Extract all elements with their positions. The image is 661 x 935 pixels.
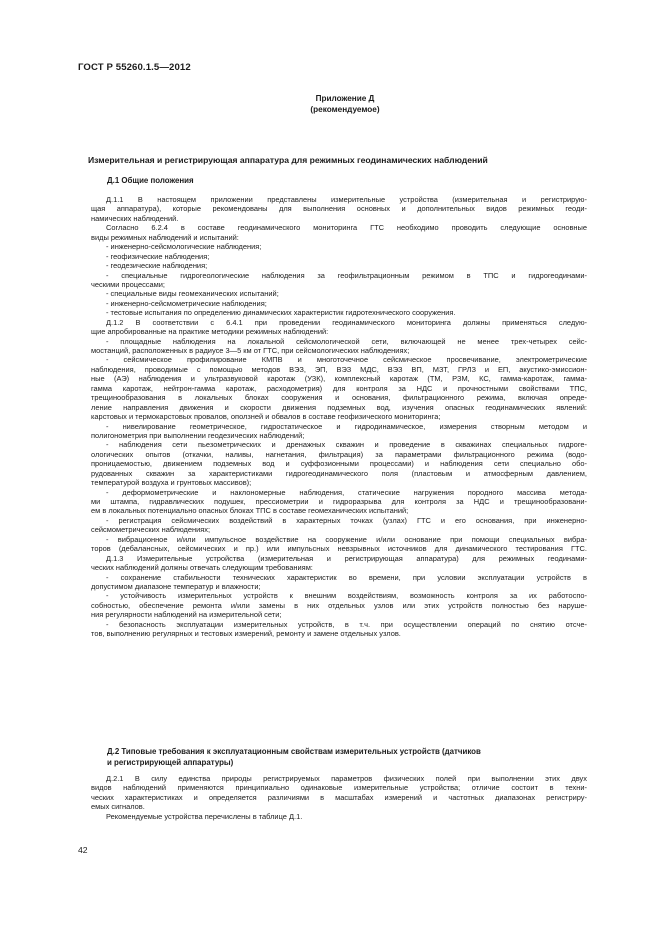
- list-item: - устойчивость измерительных устройств к внешним воздействиям, возможность контроля за их работоспо-: [106, 591, 587, 601]
- appendix-title: Приложение Д: [315, 94, 375, 103]
- text-line: виды режимных наблюдений и испытаний:: [91, 232, 239, 242]
- list-item: - сохранение стабильности технических характеристик во времени, при условии эксплуатации устройств в: [106, 572, 587, 582]
- document-code: ГОСТ Р 55260.1.5—2012: [78, 62, 191, 73]
- text-line: ческими процессами;: [91, 279, 165, 289]
- page-number: 42: [78, 845, 88, 855]
- text-line: ния регулярности наблюдений на измерительной сети;: [91, 610, 282, 620]
- list-item: - тестовые испытания по определению динамических характеристик гидротехнического сооружения.: [106, 308, 456, 318]
- section-heading-d2-cont: и регистрирующей аппаратуры): [107, 758, 234, 767]
- appendix-subtitle: (рекомендуемое): [310, 105, 380, 114]
- section-heading-d2: Д.2 Типовые требования к эксплуатационным свойствам измерительных устройств (датчиков: [107, 747, 481, 756]
- text-line: Д.1.2 В соответствии с 6.4.1 при проведении геодинамического мониторинга должны применяться следую-: [106, 317, 587, 327]
- text-line: Рекомендуемые устройства перечислены в таблице Д.1.: [106, 811, 303, 821]
- text-line: Д.2.1 В силу единства природы регистрируемых параметров физических полей при выполнении этих двух: [106, 774, 587, 783]
- list-item: - геодезические наблюдения;: [106, 261, 208, 271]
- text-line: ологических опытов (откачки, наливы, нагнетания, фильтрация) за параметрами фильтрационного режима (водо-: [91, 449, 587, 459]
- text-line: щая аппаратура), которые рекомендованы для выполнения основных и дополнительных видов режимных геоди-: [91, 204, 587, 214]
- list-item: - геофизические наблюдения;: [106, 251, 210, 261]
- list-item: - регистрация сейсмических воздействий в характерных точках (узлах) ГТС и его основания, при инженерно-: [106, 515, 587, 525]
- list-item: - сейсмическое профилирование КМПВ и многоточечное сейсмическое просвечивание, электрометрические: [106, 355, 587, 365]
- list-item: - вибрационное и/или импульсное воздействие на сооружение и/или основание при помощи специальных вибра-: [106, 534, 587, 544]
- text-line: ем в локальных потенциально опасных блоках ТПС в составе геомеханических испытаний;: [91, 506, 409, 516]
- text-line: емых сигналов.: [91, 802, 145, 812]
- section-d2-body: [91, 774, 587, 821]
- text-line: ление направления движения и скорости движения подземных вод, изучения опасных геодинамических явлений:: [91, 402, 587, 412]
- text-line: трещинообразования в локальных блоках сооружения и основания, фильтрационного режима, включая опреде-: [91, 393, 587, 403]
- list-item: - деформометрические и наклономерные наблюдения, статические нагружения породного массива метода-: [106, 487, 587, 497]
- text-line: проницаемостью, движением подземных вод и суффозионными процессами) и наблюдения сети специально обо-: [91, 459, 587, 469]
- text-line: щие апробированные на практике методики режимных наблюдений:: [91, 327, 329, 337]
- list-item: - специальные гидрогеологические наблюдения за геофильтрационным режимом в ТПС и гидрогеодинами-: [106, 270, 587, 280]
- text-line: ми штампа, гидравлических подушек, прессиометрии и гидроразрыва для контроля за НДС и трещинообразовани-: [91, 497, 587, 506]
- text-line: торов (дебалансных, сейсмических и пр.) или импульсных невзрывных источников для динамического тестирования ГТС.: [91, 544, 587, 554]
- appendix-main-title: Измерительная и регистрирующая аппаратура для режимных геодинамических наблюдений: [88, 155, 488, 165]
- list-item: - безопасность эксплуатации измерительных устройств, в т.ч. при осуществлении операций по снятию отсче-: [106, 619, 587, 629]
- text-line: рудованных скважин за характеристиками гидрогеодинамического поля (пластовым и атмосферным давлением,: [91, 468, 587, 478]
- list-item: - инженерно-сейсмометрические наблюдения;: [106, 298, 267, 308]
- text-line: Д.1.3 Измерительные устройства (измерительная и регистрирующая аппаратура) для режимных геодинами-: [106, 553, 587, 563]
- text-line: ческих характеристиках и определяется различиями в масштабах измерений и частотных диапазонах регистриру-: [91, 792, 587, 802]
- text-line: видов наблюдений применяются принципиально одинаковые измерительные устройства; отличие состоит в техни-: [91, 783, 587, 793]
- text-line: гамма каротаж, нейтрон-гамма каротаж, расходометрия) для контроля за НДС и прочностными свойствами ТПС,: [91, 383, 587, 393]
- section-d1-body: [91, 195, 587, 639]
- text-line: мостанций, расположенных в радиусе 3—5 км от ГТС, при сейсмологических наблюдениях;: [91, 346, 410, 355]
- list-item: - площадные наблюдения на локальной сейсмологической сети, включающей не менее трех-четырех сейс-: [106, 336, 587, 346]
- text-line: ные (АЭ) наблюдения и ультразвуковой каротаж (УЗК), комплексный каротаж (ТМ, РЗМ, КС, гамма-каротаж, гамма-: [91, 374, 587, 384]
- section-heading-d1: Д.1 Общие положения: [107, 176, 194, 185]
- text-line: наблюдения, проводимые с помощью методов ВЭЗ, ЭП, ВЭЗ МДС, ВЭЗ ВП, МЗТ, ГРЛЗ и ЕП, акустико-эмиссион-: [91, 364, 587, 374]
- text-line: собностью, обеспечение ремонта и/или замены в них отдельных узлов или этих устройств полностью без наруше-: [91, 600, 587, 610]
- text-line: Д.1.1 В настоящем приложении представлены измерительные устройства (измерительная и регистрирую-: [106, 195, 587, 204]
- text-line: полигонометрия при выполнении геодезических наблюдений;: [91, 430, 305, 440]
- list-item: - нивелирование геометрическое, гидростатическое и гидродинамическое, измерения створным методом и: [106, 421, 587, 431]
- text-line: ческих наблюдений должны отвечать следующим требованиям:: [91, 563, 313, 573]
- text-line: Согласно 6.2.4 в составе геодинамического мониторинга ГТС необходимо проводить следующие основные: [106, 223, 587, 233]
- list-item: - специальные виды геомеханических испытаний;: [106, 289, 279, 299]
- text-line: допустимом диапазоне температур и влажности;: [91, 581, 261, 591]
- text-line: карстовых и термокарстовых провалов, оползней и обвалов в составе геофизического мониторинга;: [91, 412, 441, 422]
- list-item: - инженерно-сейсмологические наблюдения;: [106, 242, 262, 252]
- text-line: тов, выполнению регулярных и тестовых измерений, ремонту и замене отдельных узлов.: [91, 629, 401, 639]
- list-item: - наблюдения сети пьезометрических и дренажных скважин и проведение в скважинах специальных гидроге-: [106, 440, 587, 450]
- text-line: температурой воздуха и грунтовых массивов);: [91, 478, 252, 488]
- text-line: намических наблюдений.: [91, 213, 179, 223]
- text-line: сейсмометрических наблюдениях;: [91, 525, 211, 535]
